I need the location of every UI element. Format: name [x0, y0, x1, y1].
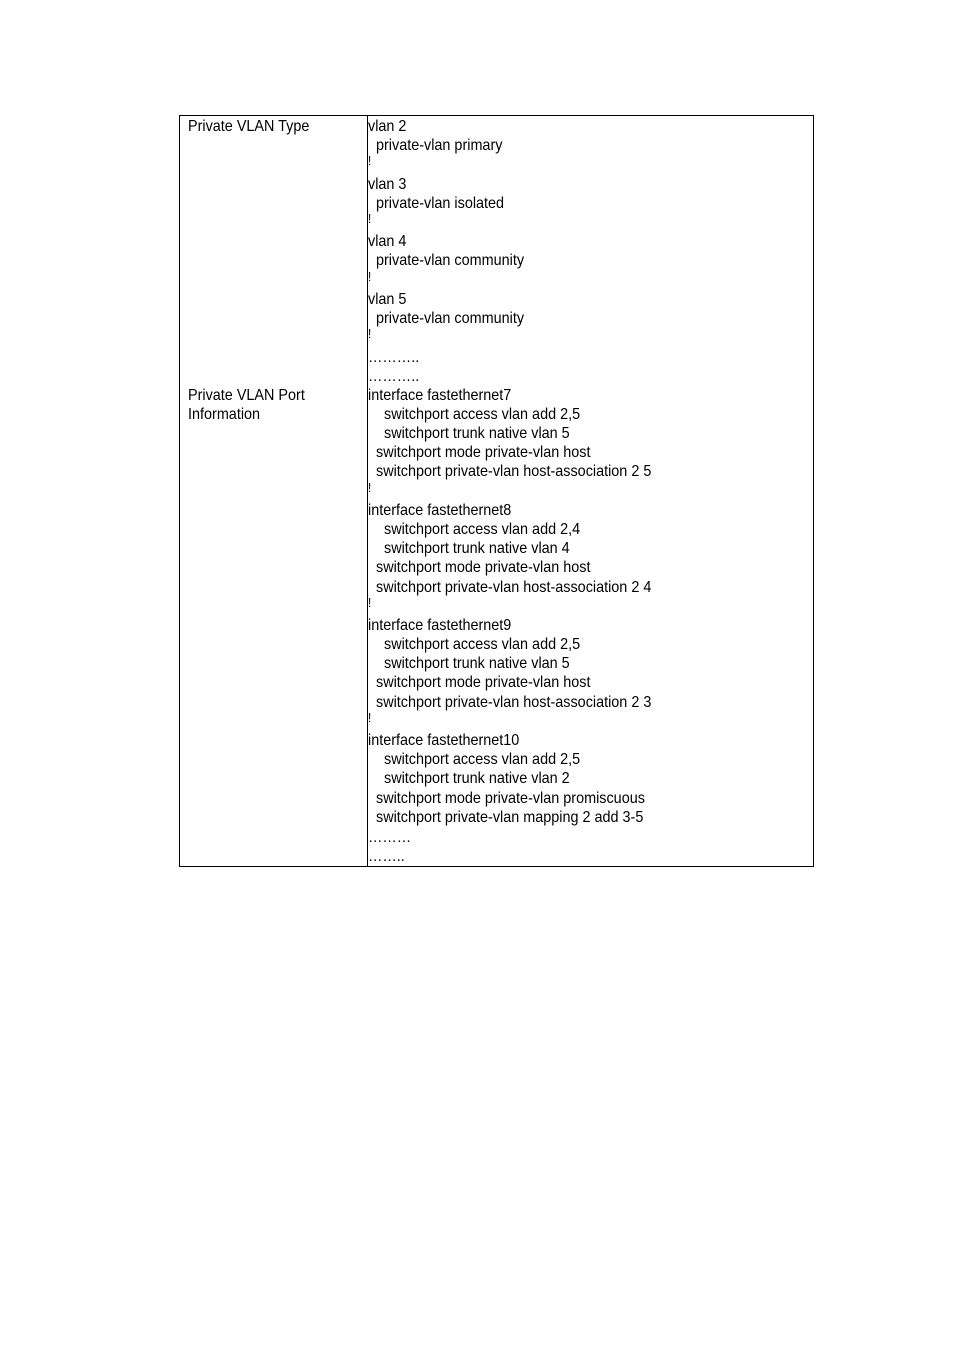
config-table: [179, 115, 814, 867]
config-line: switchport access vlan add 2,4: [368, 520, 581, 538]
config-separator: !: [368, 210, 372, 226]
config-line: switchport mode private-vlan promiscuous: [368, 789, 645, 807]
config-line: switchport mode private-vlan host: [368, 674, 591, 692]
config-line: interface fastethernet10: [368, 732, 520, 749]
config-separator: !: [368, 153, 372, 169]
config-ellipsis: ………: [368, 828, 412, 846]
config-line: interface fastethernet7: [368, 386, 512, 404]
config-ellipsis: ………..: [368, 368, 420, 386]
config-line: interface fastethernet8: [368, 501, 512, 519]
row-label-line: Information: [188, 406, 261, 423]
config-separator: !: [368, 268, 372, 284]
config-line: private-vlan community: [368, 309, 525, 327]
config-line: switchport access vlan add 2,5: [368, 636, 581, 654]
config-listing: [368, 117, 813, 865]
config-line: vlan 3: [368, 175, 407, 193]
config-line: vlan 4: [368, 233, 407, 251]
row-label-line: Private VLAN Type: [188, 118, 310, 135]
row-label-private-vlan-type: [188, 117, 309, 136]
config-line: switchport private-vlan host-association 2 4: [368, 578, 652, 596]
config-line: vlan 2: [368, 118, 407, 135]
config-separator: !: [368, 479, 372, 495]
config-line: switchport access vlan add 2,5: [368, 405, 581, 423]
config-line: switchport trunk native vlan 5: [368, 655, 570, 673]
config-line: switchport trunk native vlan 2: [368, 770, 570, 788]
config-line: vlan 5: [368, 290, 407, 308]
config-line: switchport access vlan add 2,5: [368, 751, 581, 769]
config-line: switchport mode private-vlan host: [368, 444, 591, 462]
config-ellipsis: ………..: [368, 349, 420, 367]
row-label-line: Private VLAN Port: [188, 386, 305, 404]
config-line: private-vlan primary: [368, 137, 503, 155]
config-ellipsis: ……..: [368, 848, 405, 866]
config-line: private-vlan isolated: [368, 194, 505, 212]
config-separator: !: [368, 709, 372, 725]
config-line: private-vlan community: [368, 252, 525, 270]
config-line: switchport private-vlan mapping 2 add 3-5: [368, 808, 644, 826]
config-separator: !: [368, 326, 372, 342]
config-line: switchport private-vlan host-association 2 3: [368, 693, 652, 711]
config-line: switchport private-vlan host-association 2 5: [368, 463, 652, 481]
config-line: switchport trunk native vlan 5: [368, 425, 570, 442]
row-label-private-vlan-port-information: [188, 386, 305, 424]
config-separator: !: [368, 594, 372, 610]
config-line: switchport mode private-vlan host: [368, 559, 591, 577]
config-line: interface fastethernet9: [368, 616, 512, 634]
config-line: switchport trunk native vlan 4: [368, 540, 570, 558]
